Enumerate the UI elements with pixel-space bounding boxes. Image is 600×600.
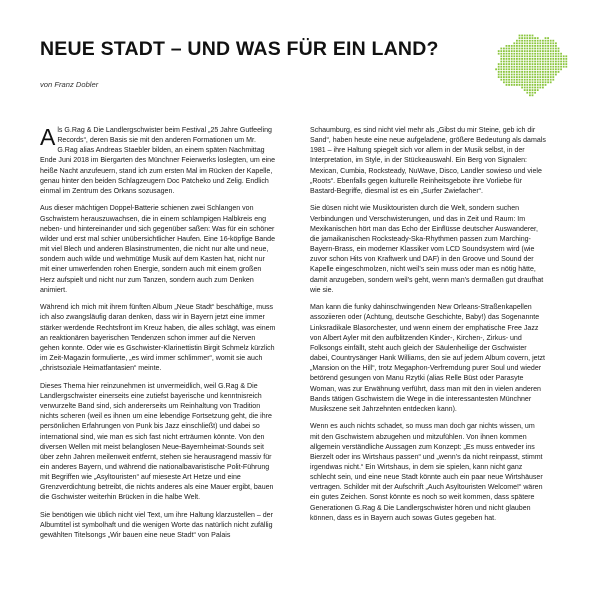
paragraph: Man kann die funky dahinschwingenden New Orleans-Straßenkapellen assoziieren oder (Achtung, deutsche Geschichte, Baby!) das Sogenannte Linksradikale Blasorchester, und wenn einem der emphatische Free Jazz von Albert Ayler mit den aufblitzenden Kinder-, Kirchen-, Zirkus- und Folksongs einfällt, steht auch gleich der Säulenheilige der Gschwister dabei, Countrysänger Hank Williams, den sie auf jedem Album covern, jetzt „Mansion on the Hill“, trotz Megaphon-Verfremdung purer Soul und wieder betörend gesungen von Manu Rzytki (alias Relle Büst oder Parasyte Woman, was zur Erwähnung verführt, dass man mit den in vielen anderen Bands tätigen Gschwistern die Wege in die interessantesten Münchner Musikszene seit Jahrzehnten entdecken kann). [310, 304, 546, 413]
paragraph: Dieses Thema hier reinzunehmen ist unvermeidlich, weil G.Rag & Die Landlergschwister einerseits eine zutiefst bayerische und kenntnisreich verwurzelte Band sind, sich andererseits um Reinhaltung von Tradition nichts scheren (weil es ihnen um eine lebendige Fortsetzung geht, die ihre persönlichen Erfahrungen von Punk bis Jazz einschließt) und dabei so international sind, wie man es sich fast nicht erträumen könnte. Von den diversen Wellen mit meist belanglosen Neue-Bayernheimat-Sounds seit über zehn Jahren meilenweit entfernt, stehen sie herausragend massiv für ein anderes Bayern, und während die nationalbavaristische Polit-Führung mit Begriffen wie „Asyltouristen“ auf mieseste Art Hetze und eine Grenzverdichtung betreibt, die nichts anderes als eine Mauer ergibt, bauen die Gschwister weiterhin Brücken in die halbe Welt. [40, 382, 274, 502]
author-byline: von Franz Dobler [40, 80, 99, 89]
article-column-right [310, 126, 546, 531]
article-title: NEUE STADT – UND WAS FÜR EIN LAND? [40, 38, 439, 60]
paragraph [40, 126, 276, 197]
paragraph: Sie düsen nicht wie Musiktouristen durch die Welt, sondern suchen Verbindungen und Verschwisterungen, und das in Zeit und Raum: Im Mexikanischen hört man das Echo der Einflüsse deutscher Auswanderer, die jamaikanischen Rocksteady-Ska-Rhythmen passen zum Marching-Bayern-Brass, ein moderner Klassiker vom LCD Soundsystem wird (wie zuvor schon Hits von Kraftwerk und DAF) in den Groove und Sound der Kapelle eingeschmolzen, nicht weil’s sein muss oder man es nötig hätte, damit anzugeben, sondern weil’s geht, wenn man’s dermaßen gut draufhat wie sie. [310, 205, 544, 294]
paragraph: Schaumburg, es sind nicht viel mehr als „Gibst du mir Steine, geb ich dir Sand“, haben heute eine neue aufgeladene, größere Bedeutung als damals 1981 – ihre Haltung spiegelt sich vor allem in der Musik selbst, in der Interpretation, im Style, in der Stückeauswahl. Ein Berg von Signalen: Mexican, Cumbia, Rocksteady, NuWave, Disco, Landler sowieso und viele „Roots“. Ebenfalls gegen kulturelle Reinheitsgebote ihre Vorliebe für Bastard-Begriffe, diesmal ist es ein „Surfer Zwiefacher“. [310, 127, 546, 195]
paragraph-text: ls G.Rag & Die Landlergschwister beim Festival „25 Jahre Gutfeeling Records“, deren Basis sie mit den anderen Formationen um Mr. G.Rag alias Andreas Staebler bilden, an einem späten Nachmittag Ende Juni 2018 im Biergarten des Münchner Feierwerks loslegten, um eine heiße Nacht anzufeuern, stand ich zum ersten Mal im Rücken der Kapelle, genau hinter den beiden Schlagzeugern Doc Patcheko und Zelig. Endlich einmal im Zentrum des Orkans sozusagen. [40, 127, 276, 195]
article-column-left [40, 126, 276, 549]
drop-cap: A [40, 124, 56, 150]
paragraph: Während ich mich mit ihrem fünften Album „Neue Stadt“ beschäftige, muss ich also zwangsläufig daran denken, dass wir in Bayern jetzt eine immer stärker werdende Rechtsfront im Kreuz haben, die alles schlägt, was einem an reaktionären bayerischen Tendenzen schon immer auf die Nerven gehen konnte. Oder wie es Gschwister-Klarinettistin Birgit Schmelz kürzlich im Zeit-Magazin formulierte, „es wird immer schlimmer“, womit sie auch „christsoziale Heimatfantasien“ meinte. [40, 304, 276, 373]
paragraph: Sie benötigen wie üblich nicht viel Text, um ihre Haltung klarzustellen – der Albumtitel ist symbolhaft und die wenigen Worte das natürlich nicht zufällig gewählten Titelsongs „Wir bauen eine neue Stadt“ von Palais [40, 512, 273, 540]
dotted-map-icon [488, 30, 572, 100]
paragraph: Aus dieser mächtigen Doppel-Batterie schienen zwei Schlangen von Gschwistern herauszuwachsen, die in einem schlampigen Halbkreis eng neben- und hintereinander und sich gegenüber saßen: Was für ein schöner wilder und erst mal schier unübersichtlicher Haufen. Eine 16-köpfige Bande mit viel Blech und anderen Blasinstrumenten, die nicht nur alte und neue, sondern auch wilde und wehmütige Musik auf dem Kasten hat, nicht nur mit einer umwerfenden rohen Energie, sondern auch mit einem großen Herz aufspielt und nicht nur zum Tanzen, sondern auch zum Denken animiert. [40, 205, 276, 294]
paragraph: Wenn es auch nichts schadet, so muss man doch gar nichts wissen, um mit den Gschwistern abzugehen und mitzufühlen. Von ihnen kommen allgemein verständliche Aussagen zum Konzept: „Es muss entweder ins Bierzelt oder ins Wirtshaus passen“ und „wenn’s da nicht reinpasst, stimmt irgendwas nicht.“ Ein Wirtshaus, in dem sie spielen, kann nicht ganz schlecht sein, und eine neue Stadt könnte auch ein paar neue Wirtshäuser vertragen. Schilder mit der Aufschrift „Auch Asyltouristen Welcome!“ wären ein gutes Zeichen. Sonst könnte es noch so weit kommen, dass spätere Generationen G.Rag & Die Landlergschwister hören und nicht glauben können, dass es in Bayern auch sowas Gutes gegeben hat. [310, 423, 543, 522]
